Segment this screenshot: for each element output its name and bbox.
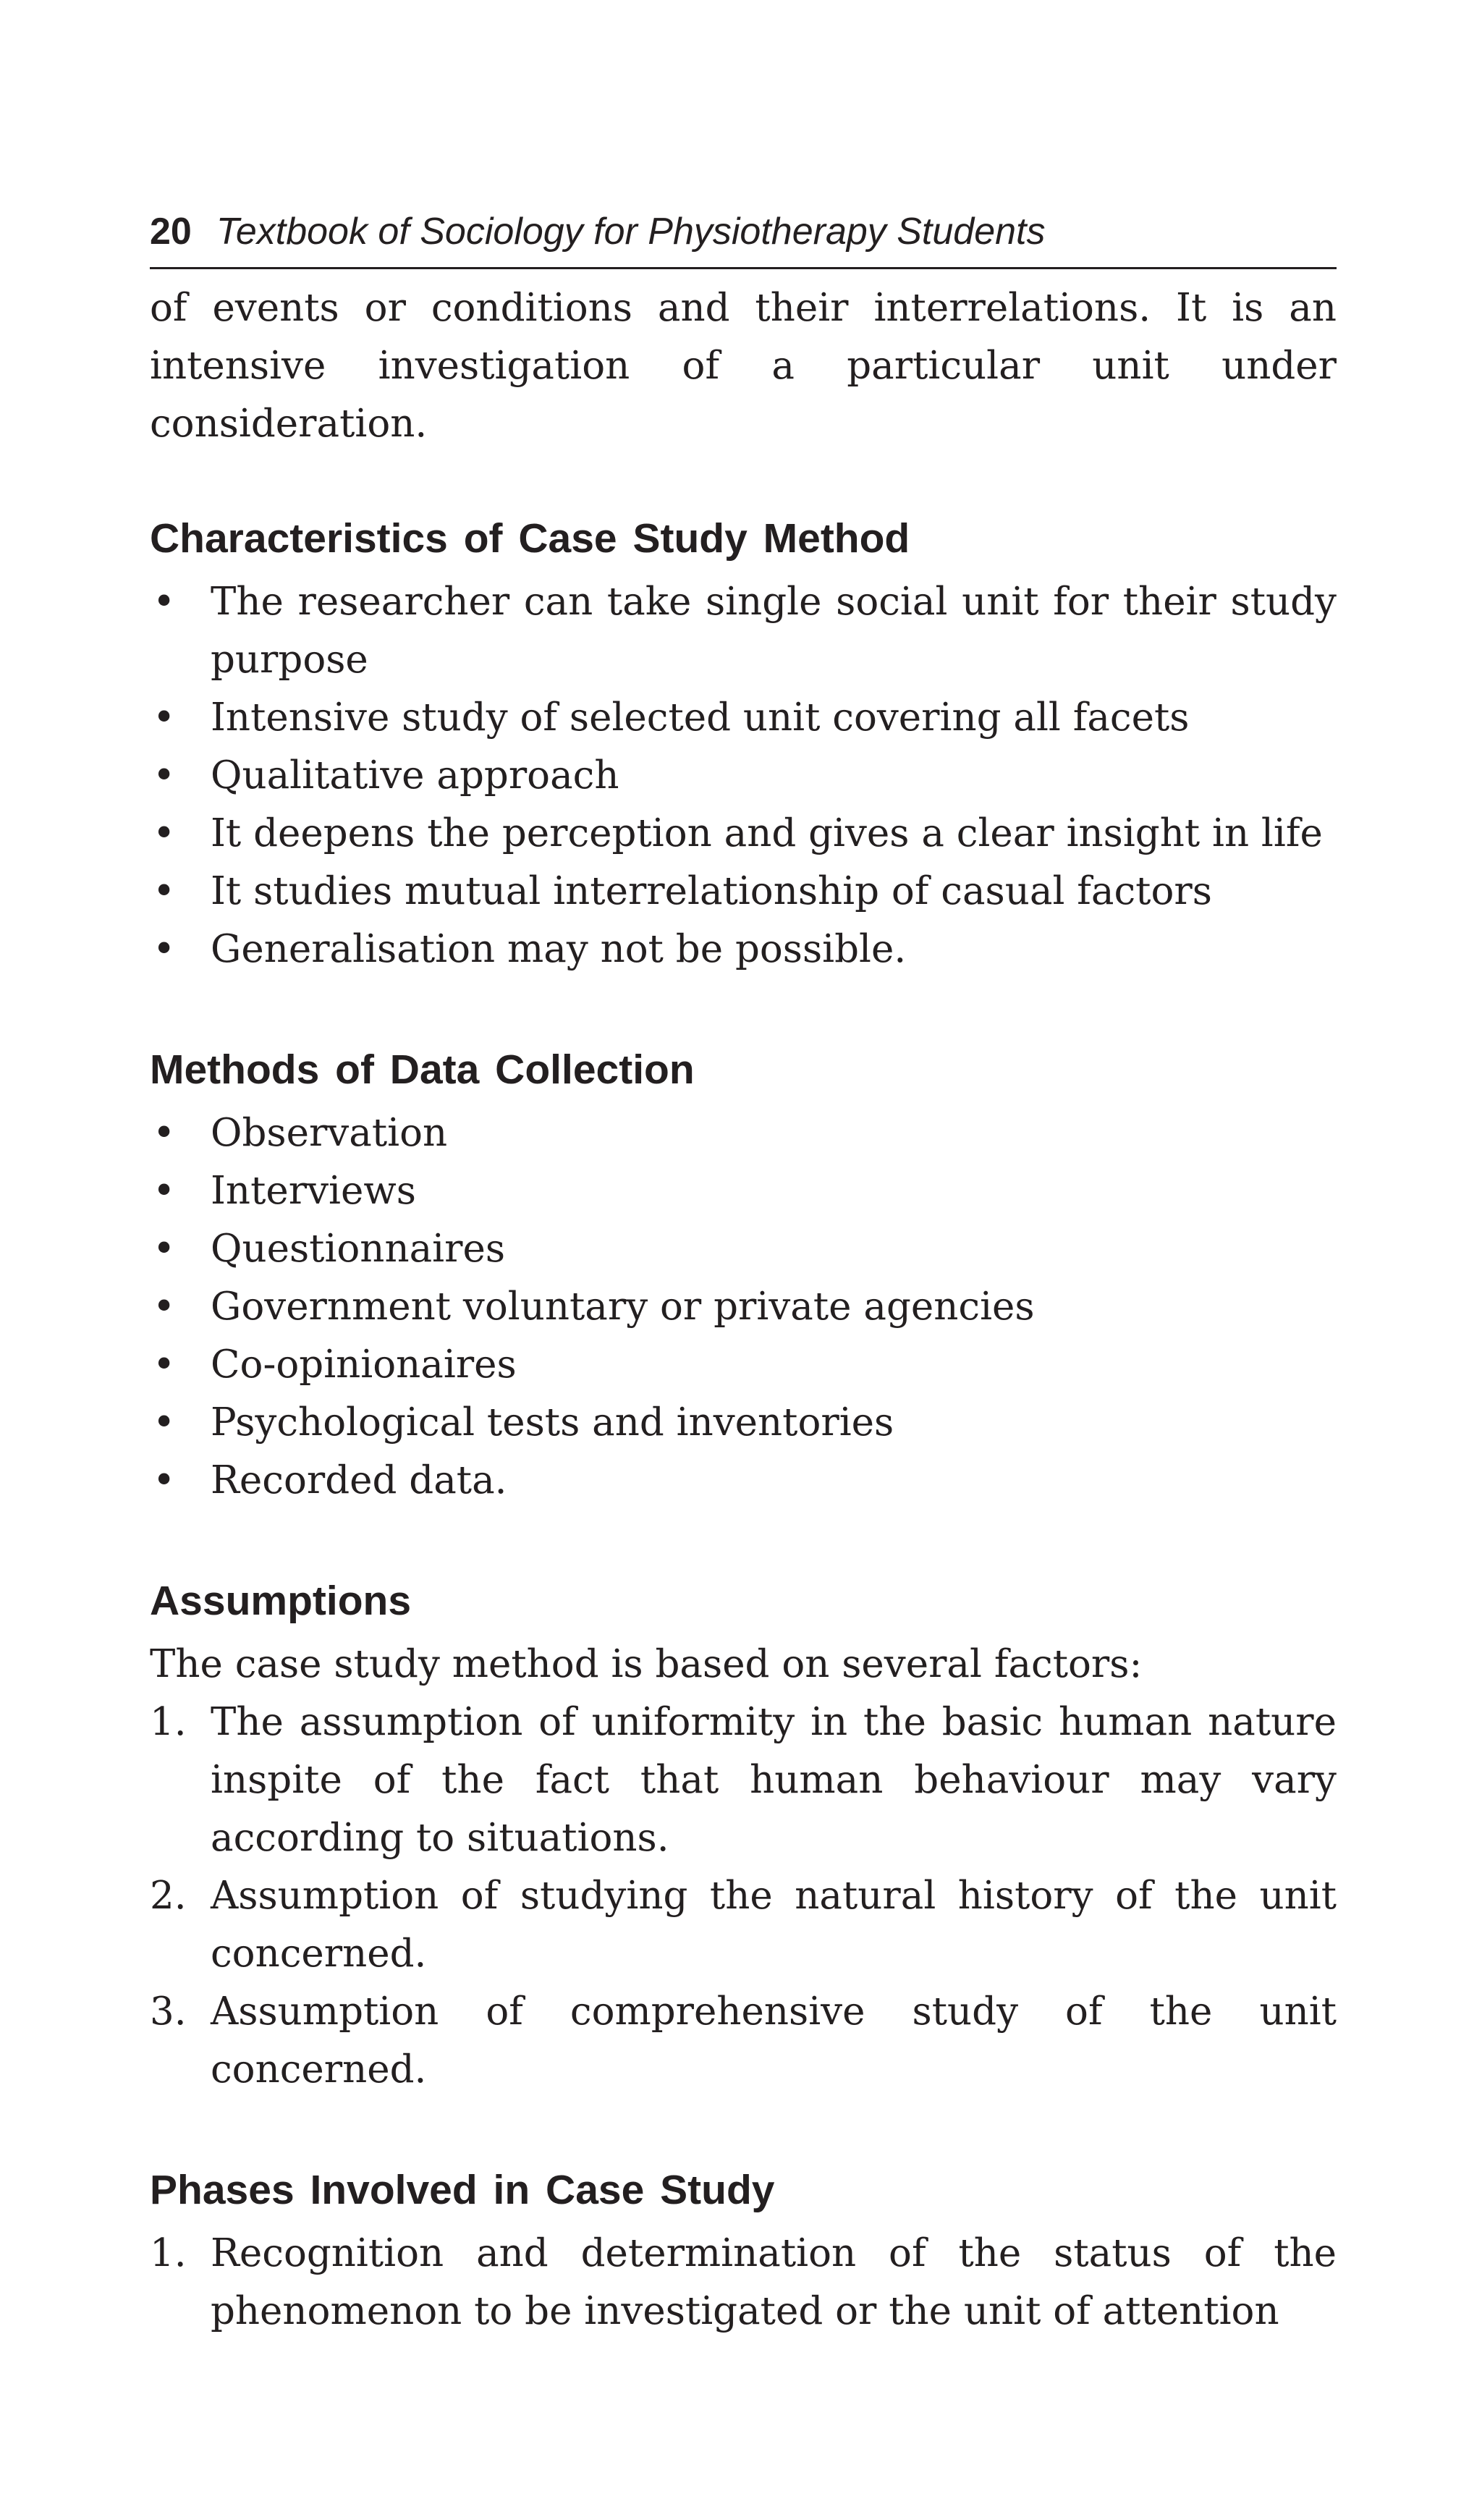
list-item: • The researcher can take single social unit for their study purpose	[150, 573, 1337, 689]
item-number: 3.	[150, 1990, 187, 2034]
list-item: 2. Assumption of studying the natural history of the unit concerned.	[150, 1867, 1337, 1983]
item-number: 2.	[150, 1874, 187, 1918]
list-item: 1. Recognition and determination of the status of the phenomenon to be investigated or the unit of attention	[150, 2225, 1337, 2341]
intro-paragraph: of events or conditions and their interrelations. It is an intensive investigation of a particular unit under consideration.	[150, 286, 1337, 446]
assumptions-list	[150, 1694, 1337, 2099]
list-item: • Questionnaires	[150, 1220, 1337, 1278]
bullet-marker: •	[153, 1227, 176, 1271]
list-item: • It studies mutual interrelationship of casual factors	[150, 863, 1337, 921]
list-item: 1. The assumption of uniformity in the basic human nature inspite of the fact that human behaviour may vary according to situations.	[150, 1694, 1337, 1867]
bullet-marker: •	[153, 1458, 176, 1502]
list-item: • Co-opinionaires	[150, 1336, 1337, 1394]
bullet-marker: •	[153, 1285, 176, 1329]
list-item: • Psychological tests and inventories	[150, 1394, 1337, 1452]
page	[150, 210, 1337, 2341]
bullet-marker: •	[153, 811, 176, 855]
section-heading-phases: Phases Involved in Case Study	[150, 2167, 775, 2213]
book-title: Textbook of Sociology for Physiotherapy Students	[216, 211, 1046, 253]
page-number: 20	[150, 211, 192, 253]
characteristics-list	[150, 573, 1337, 978]
body-text	[150, 279, 1337, 2341]
section-heading-characteristics: Characteristics of Case Study Method	[150, 515, 910, 562]
list-item: • It deepens the perception and gives a clear insight in life	[150, 805, 1337, 863]
bullet-marker: •	[153, 1111, 176, 1155]
list-item: • Observation	[150, 1104, 1337, 1162]
item-number: 1.	[150, 2231, 187, 2275]
list-item: • Government voluntary or private agencies	[150, 1278, 1337, 1336]
bullet-marker: •	[153, 869, 176, 913]
data-collection-list	[150, 1104, 1337, 1510]
list-item: • Intensive study of selected unit covering all facets	[150, 689, 1337, 747]
list-item: • Generalisation may not be possible.	[150, 921, 1337, 978]
bullet-marker: •	[153, 1343, 176, 1387]
list-item: • Interviews	[150, 1162, 1337, 1220]
list-item: 3. Assumption of comprehensive study of the unit concerned.	[150, 1983, 1337, 2099]
bullet-marker: •	[153, 1169, 176, 1213]
section-heading-assumptions: Assumptions	[150, 1578, 412, 1624]
bullet-marker: •	[153, 695, 176, 740]
item-number: 1.	[150, 1700, 187, 1744]
assumptions-intro: The case study method is based on several factors:	[150, 1642, 1143, 1686]
phases-list	[150, 2225, 1337, 2341]
running-header	[150, 210, 1337, 269]
list-item: • Recorded data.	[150, 1452, 1337, 1510]
bullet-marker: •	[153, 927, 176, 971]
list-item: • Qualitative approach	[150, 747, 1337, 805]
bullet-marker: •	[153, 753, 176, 798]
section-heading-data-collection: Methods of Data Collection	[150, 1047, 695, 1093]
bullet-marker: •	[153, 580, 176, 624]
bullet-marker: •	[153, 1400, 176, 1445]
